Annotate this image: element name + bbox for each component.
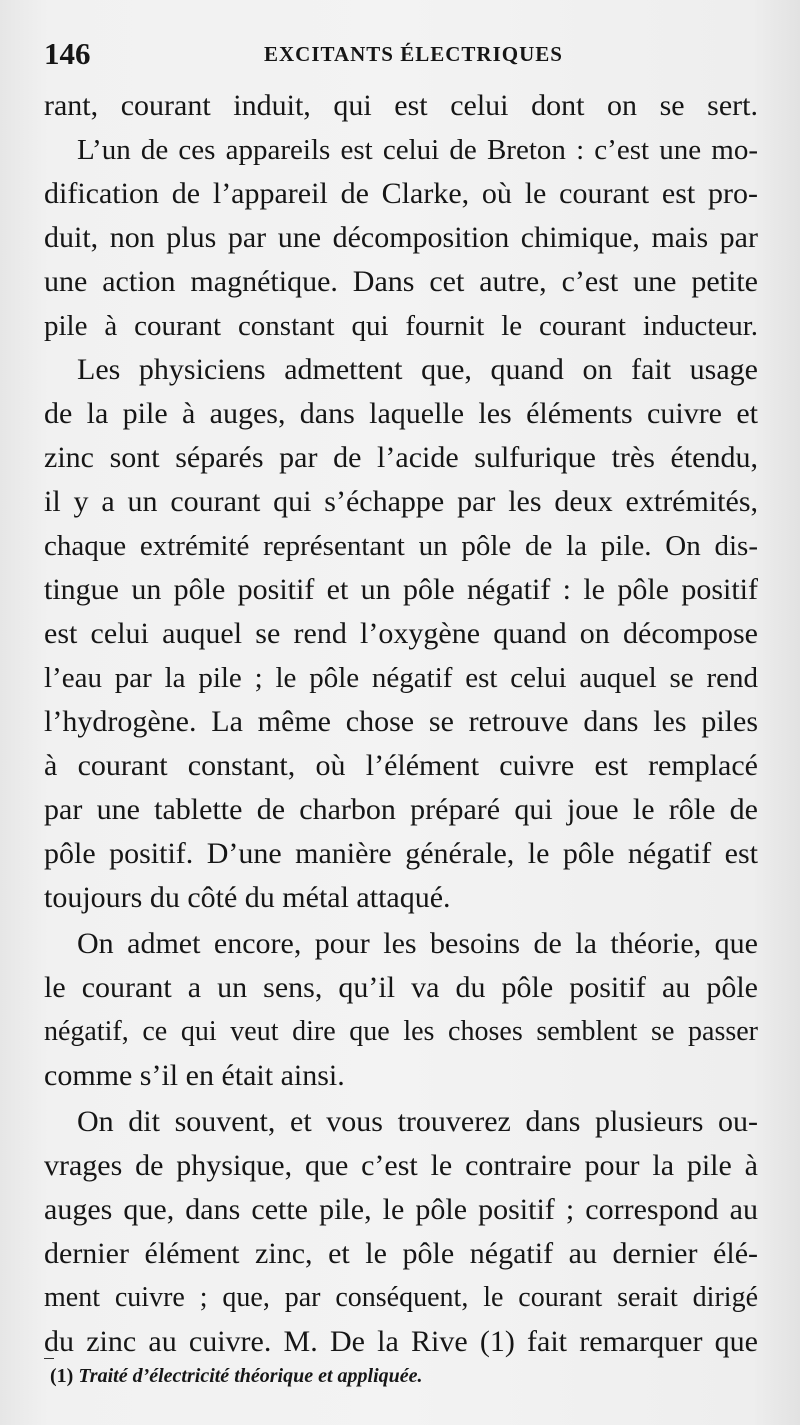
- text-line: On admet encore, pour les besoins de la théorie, que: [77, 927, 758, 960]
- text-line: pile à courant constant qui fournit le courant inducteur.: [44, 310, 758, 342]
- text-line: duit, non plus par une décomposition chimique, mais par: [44, 221, 758, 254]
- running-head: EXCITANTS ÉLECTRIQUES: [264, 42, 563, 66]
- text-line: comme s’il en était ainsi.: [44, 1059, 345, 1092]
- text-line: il y a un courant qui s’échappe par les deux extrémités,: [44, 485, 758, 518]
- text-line: est celui auquel se rend l’oxygène quand on décompose: [44, 617, 758, 650]
- text-line: à courant constant, où l’élément cuivre est remplacé: [44, 749, 758, 782]
- footnote: [50, 1362, 750, 1390]
- text-line: chaque extrémité représentant un pôle de la pile. On dis-: [44, 530, 758, 562]
- text-line: tingue un pôle positif et un pôle négatif : le pôle positif: [44, 573, 758, 606]
- footnote-rule: [44, 1358, 54, 1359]
- text-line: Les physiciens admettent que, quand on fait usage: [77, 353, 758, 386]
- text-line: pôle positif. D’une manière générale, le pôle négatif est: [44, 837, 758, 870]
- text-line: zinc sont séparés par de l’acide sulfurique très étendu,: [44, 441, 758, 474]
- footnote-marker: (1): [50, 1365, 74, 1387]
- text-line: négatif, ce qui veut dire que les choses semblent se passer: [44, 1016, 758, 1047]
- text-line: dernier élément zinc, et le pôle négatif au dernier élé-: [44, 1237, 758, 1270]
- text-line: l’eau par la pile ; le pôle négatif est celui auquel se rend: [44, 662, 758, 694]
- text-line: une action magnétique. Dans cet autre, c’est une petite: [44, 265, 758, 298]
- page-number: 146: [44, 36, 91, 71]
- text-line: le courant a un sens, qu’il va du pôle positif au pôle: [44, 971, 758, 1004]
- text-line: par une tablette de charbon préparé qui joue le rôle de: [44, 793, 758, 826]
- body-text: [44, 84, 758, 1364]
- text-line: auges que, dans cette pile, le pôle positif ; correspond au: [44, 1193, 758, 1226]
- text-line: l’hydrogène. La même chose se retrouve dans les piles: [44, 705, 758, 738]
- text-line: dification de l’appareil de Clarke, où le courant est pro-: [44, 177, 758, 210]
- text-line: rant, courant induit, qui est celui dont on se sert.: [44, 89, 758, 122]
- footnote-title: Traité d’électricité théorique et appliquée.: [78, 1365, 423, 1387]
- text-line: L’un de ces appareils est celui de Breton : c’est une mo-: [77, 134, 758, 166]
- text-line: du zinc au cuivre. M. De la Rive (1) fait remarquer que: [44, 1325, 758, 1358]
- text-line: ment cuivre ; que, par conséquent, le courant serait dirigé: [44, 1282, 758, 1313]
- text-line: de la pile à auges, dans laquelle les éléments cuivre et: [44, 397, 758, 430]
- text-line: toujours du côté du métal attaqué.: [44, 881, 451, 914]
- text-line: On dit souvent, et vous trouverez dans plusieurs ou-: [77, 1105, 758, 1138]
- page-header: [44, 34, 760, 74]
- text-line: vrages de physique, que c’est le contraire pour la pile à: [44, 1149, 758, 1182]
